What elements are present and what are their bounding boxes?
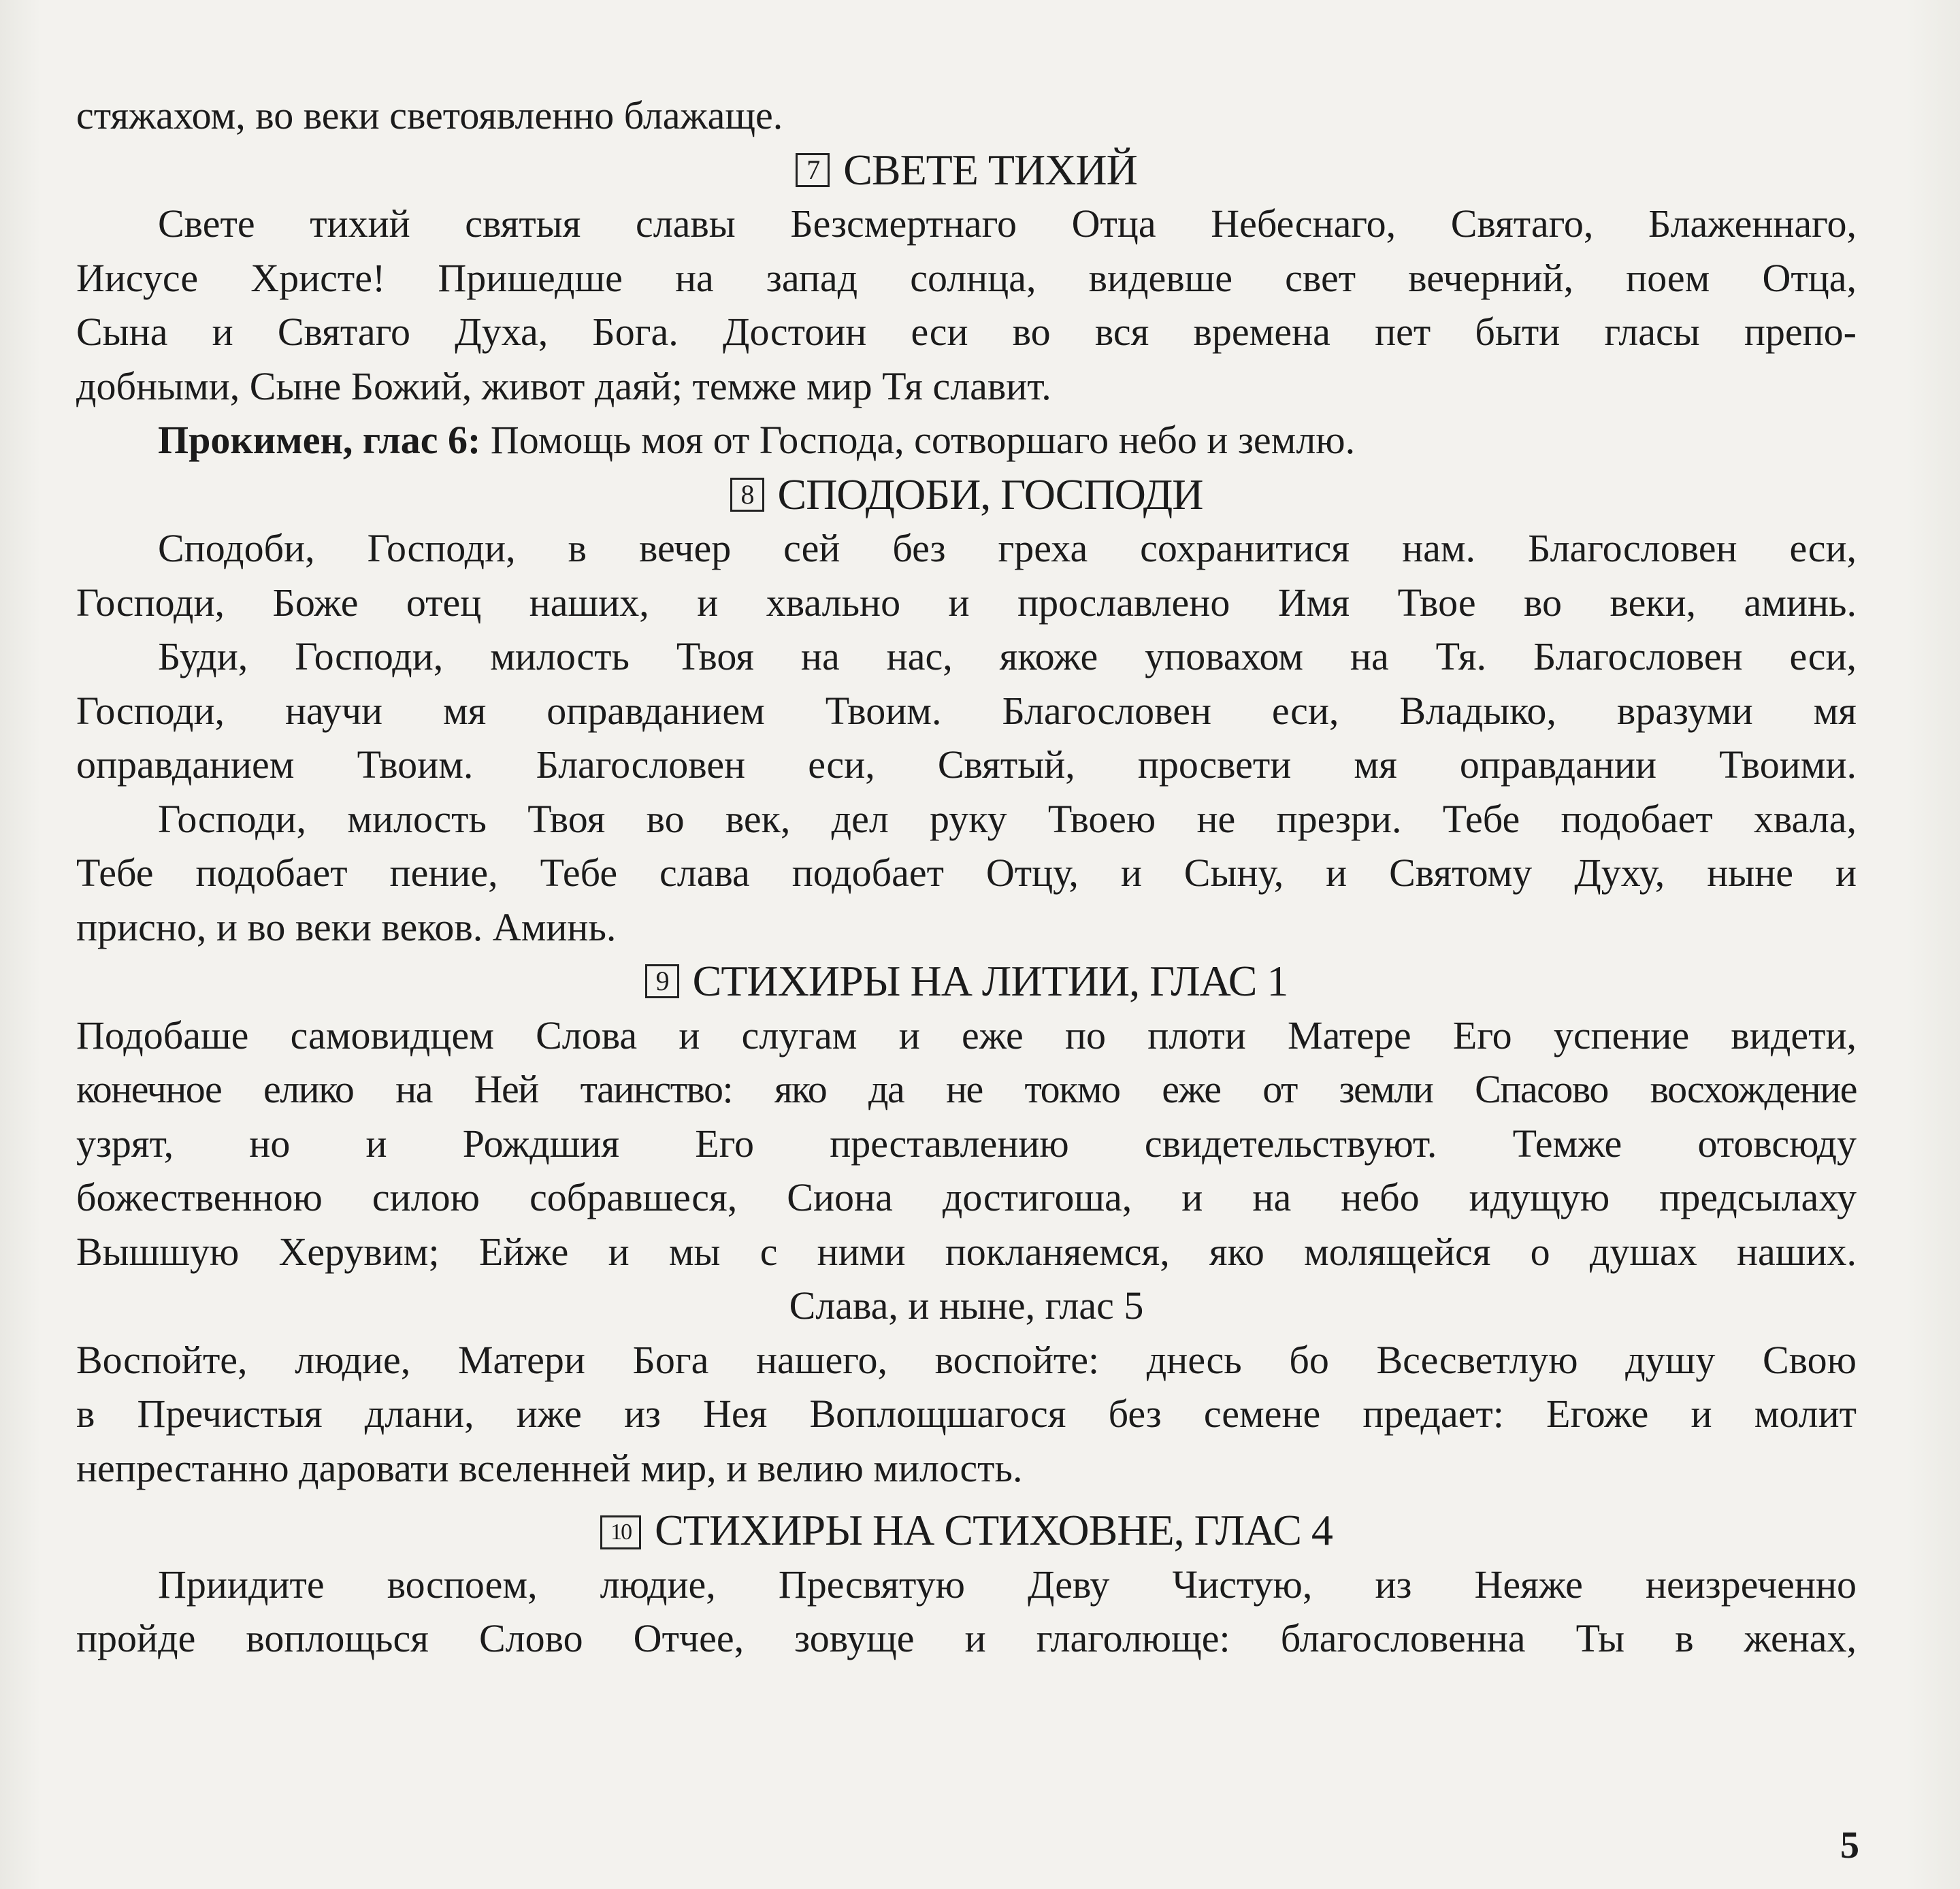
text-line: божественною силою собравшеся, Сиона достигоша, и на небо идущую предсылаху [76,1175,1857,1219]
section-number-box: 9 [645,964,679,998]
heading-stikhiry-na-litii: 9 СТИХИРЫ НА ЛИТИИ, ГЛАС 1 [76,954,1857,1008]
text-line: узрят, но и Рождшия Его преставлению свидетельствуют. Темже отовсюду [76,1121,1857,1166]
prokimen-line: Прокимен, глас 6: Помощь моя от Господа, сотворшаго небо и землю. [158,418,1356,462]
text-line: в Пречистыя длани, иже из Нея Воплощшагося без семене предает: Егоже и молит [76,1392,1857,1436]
text-line: Приидите воспоем, людие, Пресвятую Деву Чистую, из Неяже неизреченно [158,1562,1857,1607]
slava-subheading: Слава, и ныне, глас 5 [789,1283,1144,1328]
section-number-box: 10 [600,1515,641,1549]
text-line: непрестанно даровати вселенней мир, и велию милость. [76,1445,1023,1490]
text-line: Воспойте, людие, Матери Бога нашего, воспойте: днесь бо Всесветлую душу Свою [76,1337,1857,1382]
text-line: Буди, Господи, милость Твоя на нас, якоже уповахом на Тя. Благословен еси, [158,634,1857,678]
page-number: 5 [1840,1824,1859,1867]
text-line: Подобаше самовидцем Слова и слугам и еже по плоти Матере Его успение видети, [76,1013,1857,1057]
text-line: Сподоби, Господи, в вечер сей без греха сохранитися нам. Благословен еси, [158,526,1857,570]
text-line: Господи, научи мя оправданием Твоим. Благословен еси, Владыко, вразуми мя [76,688,1857,733]
heading-svete-tikhiy: 7 СВЕТЕ ТИХИЙ [76,143,1857,197]
text-line: Сына и Святаго Духа, Бога. Достоин еси во вся времена пет быти гласы препо- [76,310,1857,354]
text-line: Господи, Боже отец наших, и хвально и прославлено Имя Твое во веки, аминь. [76,580,1857,625]
text-line: добными, Сыне Божий, живот даяй; темже мир Тя славит. [76,363,1051,408]
heading-stikhiry-na-stikhovne: 10 СТИХИРЫ НА СТИХОВНЕ, ГЛАС 4 [76,1503,1857,1558]
text-line: Господи, милость Твоя во век, дел руку Твоею не презри. Тебе подобает хвала, [158,796,1857,841]
prokimen-label: Прокимен, глас 6: [158,418,481,462]
text-line: Тебе подобает пение, Тебе слава подобает Отцу, и Сыну, и Святому Духу, ныне и [76,851,1857,895]
liturgical-text [76,88,1857,1666]
section-number-box: 8 [730,478,764,512]
text-line: присно, и во веки веков. Аминь. [76,904,617,949]
text-line: пройде воплощься Слово Отчее, зовуще и глаголюще: благословенна Ты в женах, [76,1616,1857,1660]
text-line: Иисусе Христе! Пришедше на запад солнца, видевше свет вечерний, поем Отца, [76,255,1857,300]
heading-spodobi-gospodi: 8 СПОДОБИ, ГОСПОДИ [76,467,1857,522]
text-line: стяжахом, во веки светоявленно блажаще. [76,93,783,137]
text-line: Вышшую Херувим; Ейже и мы с ними покланяемся, яко молящейся о душах наших. [76,1229,1857,1274]
text-line: оправданием Твоим. Благословен еси, Святый, просвети мя оправдании Твоими. [76,742,1857,787]
text-line: Свете тихий святыя славы Безсмертнаго Отца Небеснаго, Святаго, Блаженнаго, [158,201,1857,246]
text-line: конечное елико на Ней таинство: яко да не токмо еже от земли Спасово восхождение [76,1067,1857,1111]
section-number-box: 7 [796,153,830,187]
